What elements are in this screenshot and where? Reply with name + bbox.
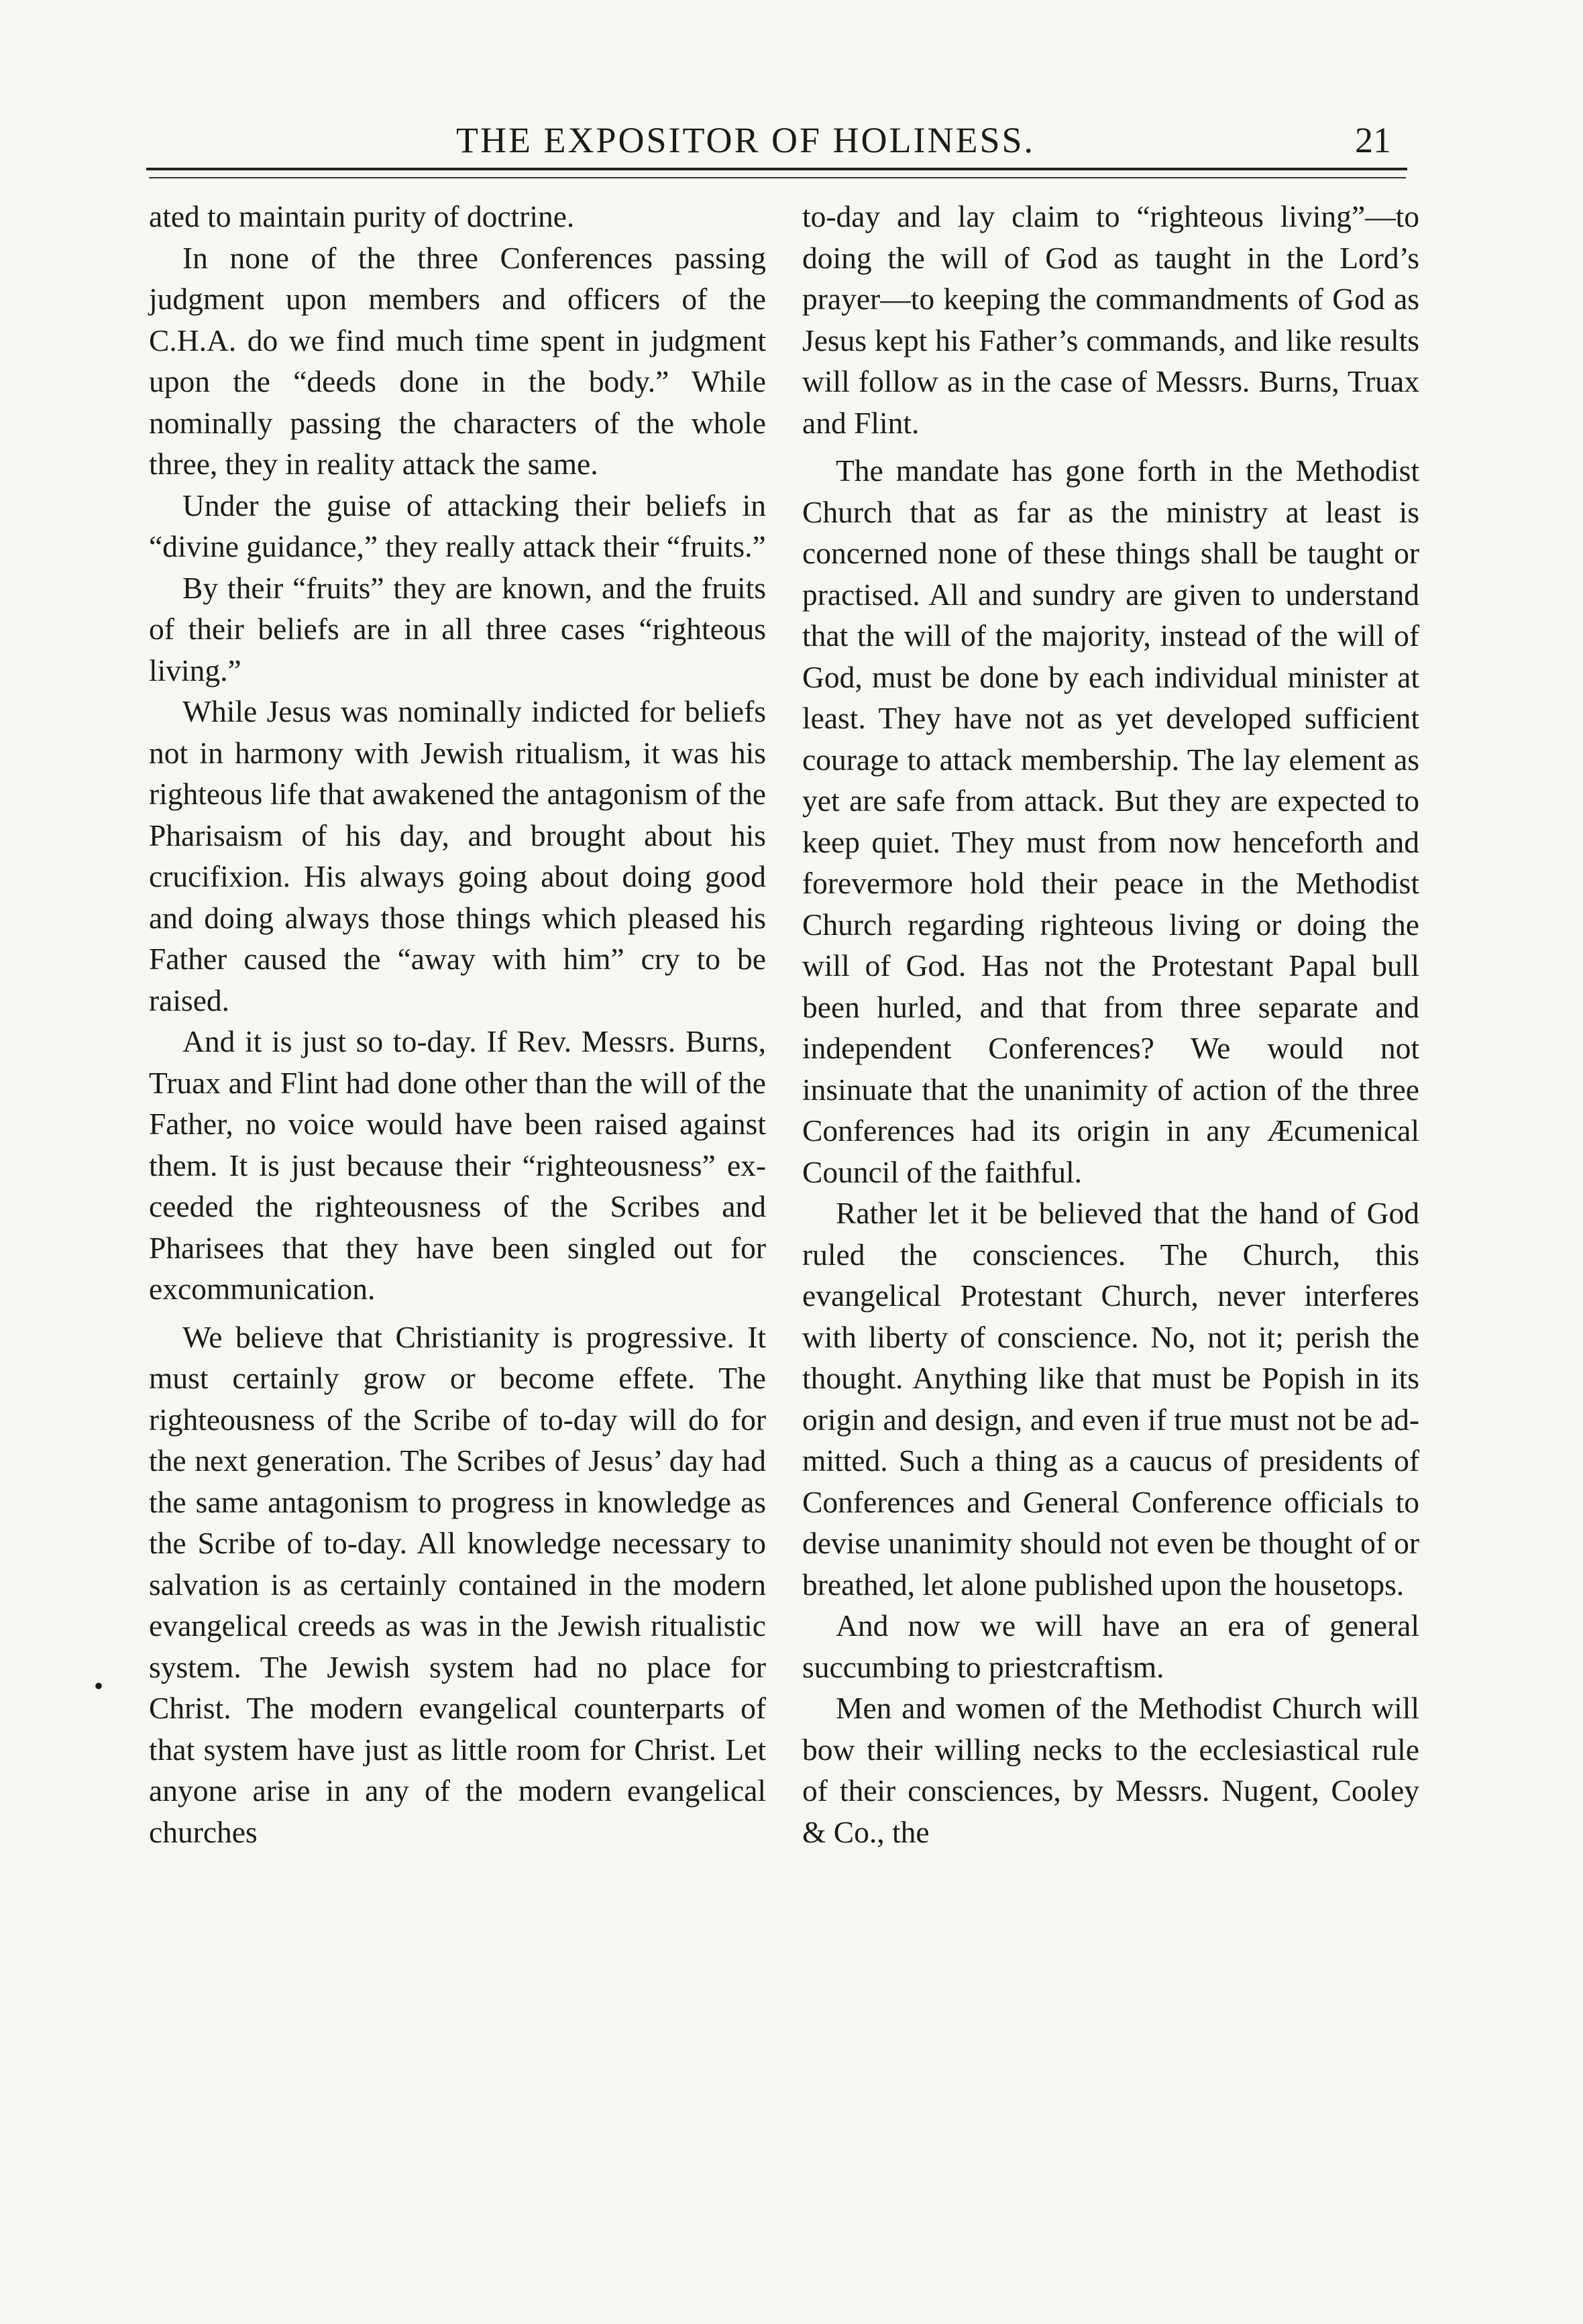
paragraph: ated to maintain purity of doctrine. — [149, 199, 575, 233]
header-rule-top — [146, 168, 1407, 170]
paragraph: to-day and lay claim to “righteous living”—to doing the will of God as taught in the Lord’s prayer—to keeping the commandments of God as Jesus kept his Father’s commands, and like results will follow as in the case of Messrs. Burns, Truax and Flint. — [802, 199, 1419, 440]
page-number: 21 — [1355, 120, 1391, 160]
paragraph: Rather let it be believed that the hand of God ruled the consciences. The Church, this evangelical Protestant Church, never interferes with liberty of conscience. No, not it; perish the thought. Anything like that must be Popish in its origin and design, and even if true must not be admitted. Such a thing as a caucus of presidents of Conferences and General Conference officials to devise unanimity should not even be thought of or breathed, let alone published upon the housetops. — [802, 1196, 1419, 1602]
paragraph: We believe that Christianity is progressive. It must certainly grow or become effete. The righteousness of the Scribe of to-day will do for the next generation. The Scribes of Jesus’ day had the same antagonism to progress in knowledge as the Scribe of to-day. All knowledge necessary to salvation is as certainly contained in the modern evangelical creeds as was in the Jewish ritualistic system. The Jewish system had no place for Christ. The modern evangelical counterparts of that system have just as little room for Christ. Let anyone arise in any of the modern evangelical churches — [149, 1319, 766, 1849]
paragraph: Men and women of the Methodist Church will bow their willing necks to the ecclesiastical rule of their consciences, by Messrs. Nugent, Cooley & Co., the — [802, 1691, 1419, 1849]
paragraph: And it is just so to-day. If Rev. Messrs. Burns, Truax and Flint had done other than the will of the Father, no voice would have been raised against them. It is just because their “righteousness” exceeded the righteousness of the Scribes and Pharisees that they have been singled out for excommunication. — [149, 1024, 766, 1306]
margin-dot: • — [94, 1671, 104, 1701]
paragraph: While Jesus was nominally indicted for beliefs not in harmony with Jewish ritualism, it was his righteous life that awakened the antagonism of the Pharisaism of his day, and brought about his crucifixion. His always going about doing good and doing always those things which pleased his Father caused the “away with him” cry to be raised. — [149, 694, 766, 1017]
running-title: THE EXPOSITOR OF HOLINESS. — [456, 120, 1036, 160]
left-column — [149, 196, 766, 1852]
header-rule-bottom — [149, 177, 1406, 178]
running-header — [0, 119, 1583, 166]
paragraph: In none of the three Conferences passing judgment upon members and officers of the C.H.A. do we find much time spent in judgment upon the “deeds done in the body.” While nominally passing the characters of the whole three, they in reality attack the same. — [149, 240, 766, 481]
right-column — [802, 196, 1419, 1852]
paragraph: And now we will have an era of general succumbing to priestcraftism. — [802, 1608, 1419, 1684]
paragraph: By their “fruits” they are known, and the fruits of their beliefs are in all three cases “righteous living.” — [149, 570, 766, 687]
paragraph: The mandate has gone forth in the Methodist Church that as far as the ministry at least is concerned none of these things shall be taught or practised. All and sundry are given to understand that the will of the majority, instead of the will of God, must be done by each individual minister at least. They have not as yet developed sufficient courage to attack membership. The lay element as yet are safe from attack. But they are expected to keep quiet. They must from now henceforth and forevermore hold their peace in the Methodist Church regarding righteous living or doing the will of God. Has not the Protestant Papal bull been hurled, and that from three separate and independent Conferences? We would not insinuate that the unanimity of action of the three Conferences had its origin in any Æcumenical Council of the faithful. — [802, 453, 1419, 1189]
paragraph: Under the guise of attacking their beliefs in “divine guidance,” they really attack their “fruits.” — [149, 488, 766, 563]
